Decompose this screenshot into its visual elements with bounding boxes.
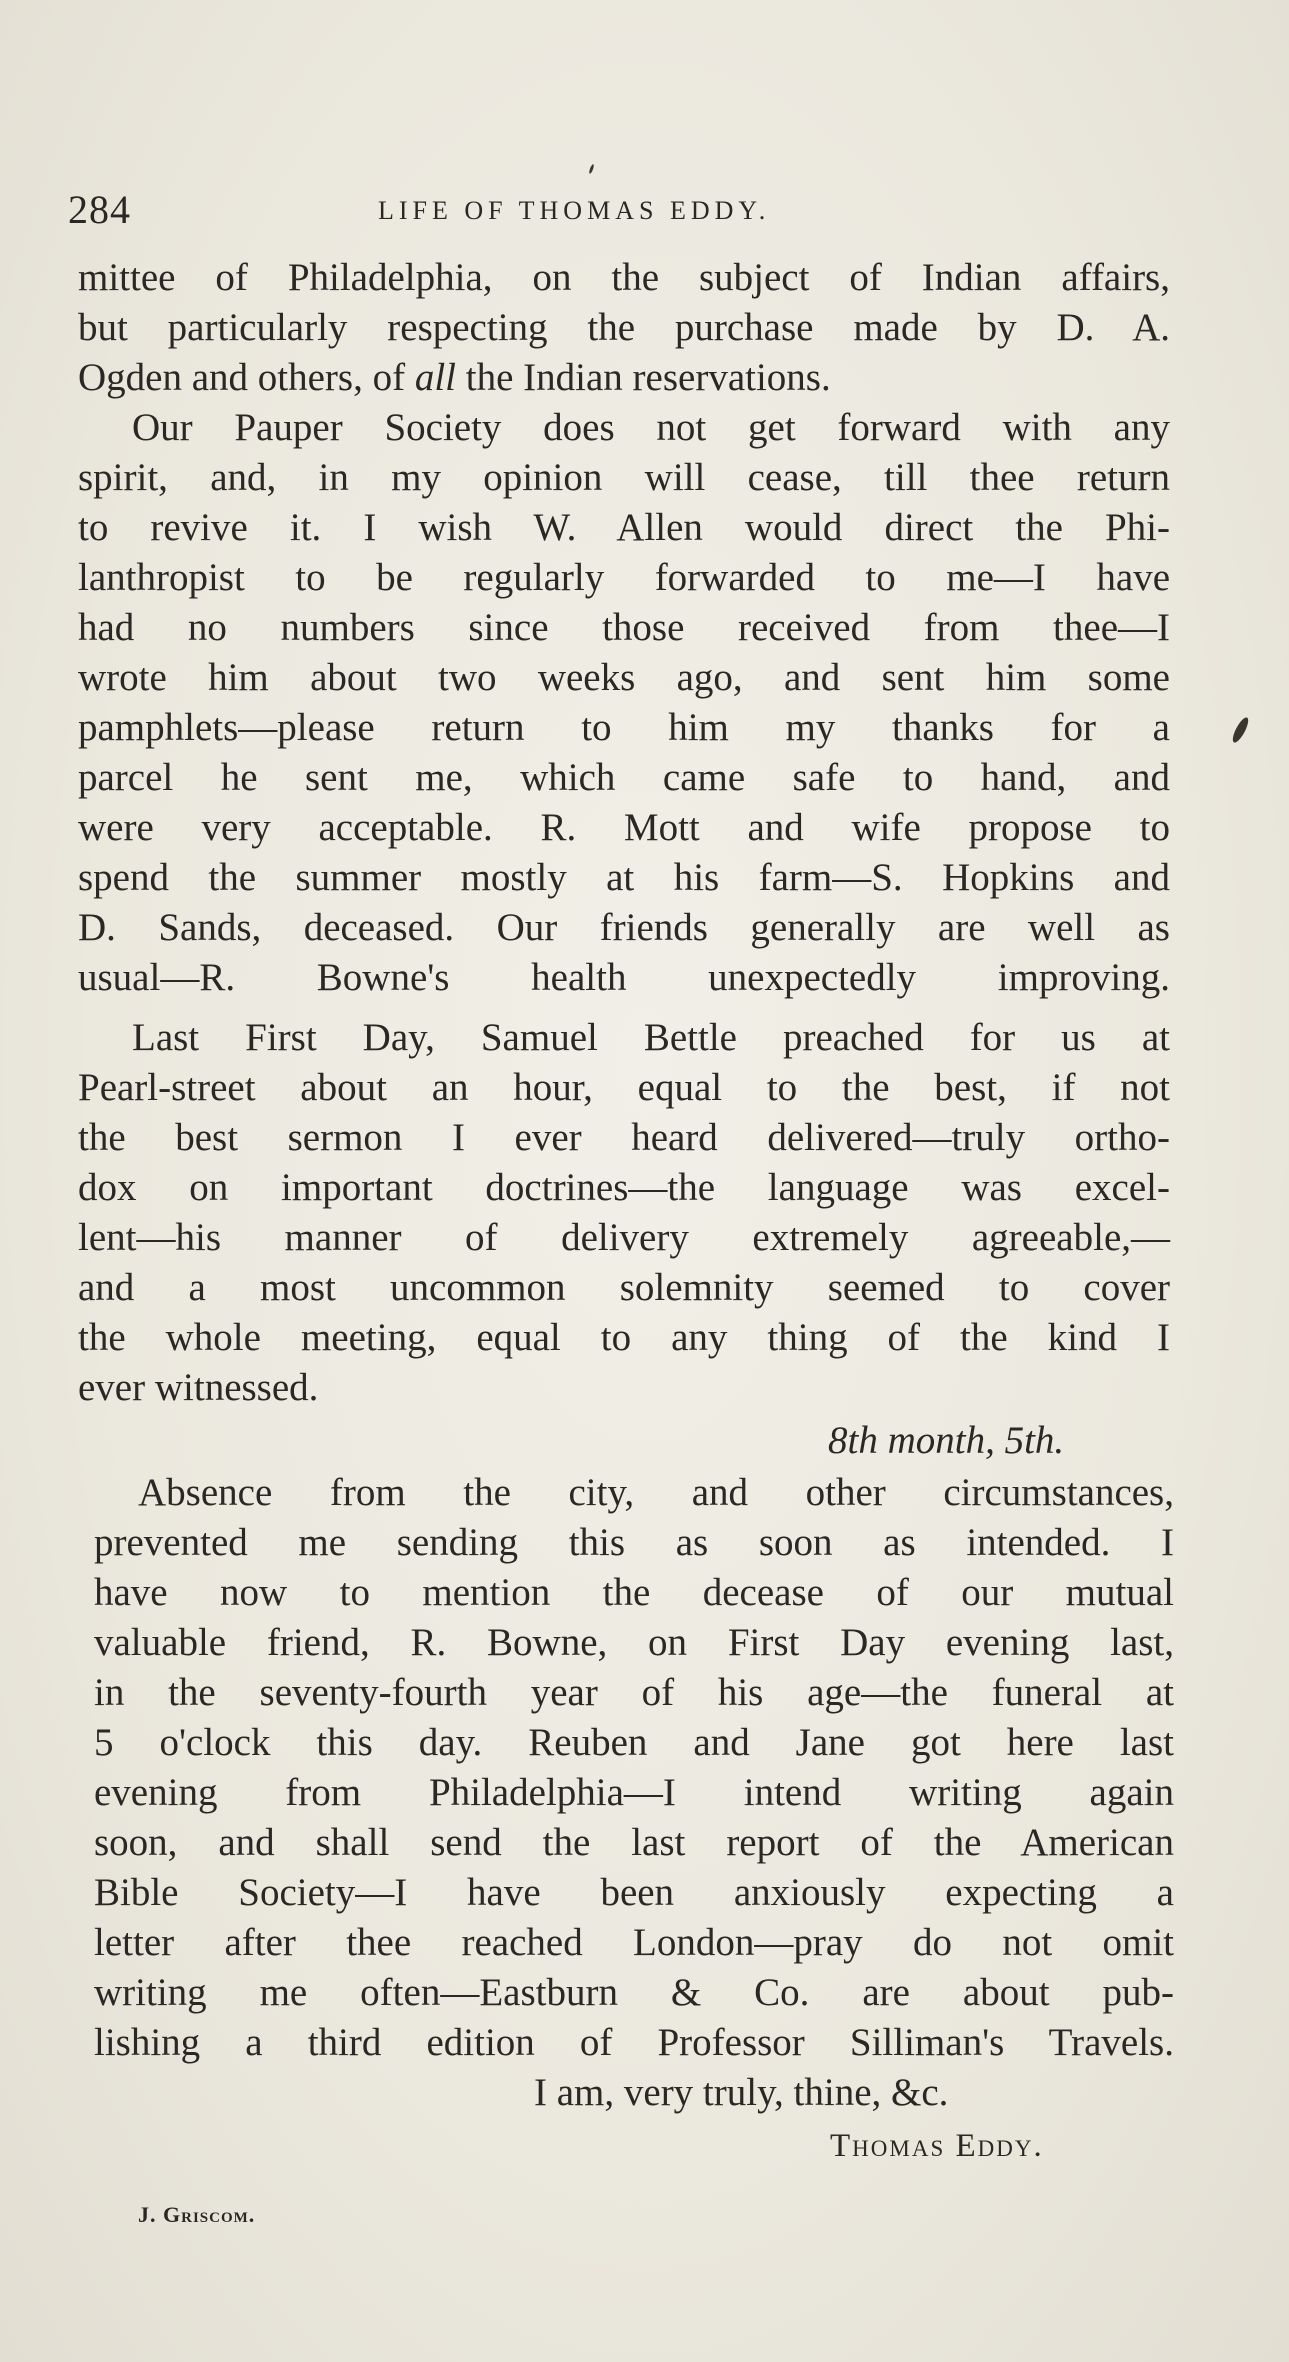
text-line: letter after thee reached London—pray do not omit <box>94 1921 1174 1964</box>
text-line: but particularly respecting the purchase made by D. A. <box>78 306 1170 349</box>
text-line: lishing a third edition of Professor Silliman's Travels. <box>94 2021 1174 2064</box>
text-line: to revive it. I wish W. Allen would direct the Phi- <box>78 506 1170 549</box>
text-line: and a most uncommon solemnity seemed to cover <box>78 1266 1170 1309</box>
ink-speck <box>588 164 594 174</box>
text-line: Bible Society—I have been anxiously expecting a <box>94 1871 1174 1914</box>
text-line: valuable friend, R. Bowne, on First Day evening last, <box>94 1621 1174 1664</box>
text-line: had no numbers since those received from thee—I <box>78 606 1170 649</box>
text-line: lent—his manner of delivery extremely agreeable,— <box>78 1216 1170 1259</box>
text-line: Absence from the city, and other circumstances, <box>138 1471 1174 1514</box>
closing-line: I am, very truly, thine, &c. <box>534 2071 949 2114</box>
text-line: pamphlets—please return to him my thanks for a <box>78 706 1170 749</box>
text-line: spend the summer mostly at his farm—S. Hopkins and <box>78 856 1170 899</box>
emphasis-all: all <box>414 356 457 399</box>
text-line: prevented me sending this as soon as intended. I <box>94 1521 1174 1564</box>
text-line: have now to mention the decease of our mutual <box>94 1571 1174 1614</box>
text-line: the best sermon I ever heard delivered—truly ortho- <box>78 1116 1170 1159</box>
addressee: J. Griscom. <box>138 2202 256 2227</box>
text-line: 5 o'clock this day. Reuben and Jane got here last <box>94 1721 1174 1764</box>
text-line: Ogden and others, of all the Indian reservations. <box>78 356 831 399</box>
running-head: LIFE OF THOMAS EDDY. <box>378 196 771 225</box>
text-line: wrote him about two weeks ago, and sent him some <box>78 656 1170 699</box>
text-line: Last First Day, Samuel Bettle preached for us at <box>132 1016 1170 1059</box>
text-line: Pearl-street about an hour, equal to the best, if not <box>78 1066 1170 1109</box>
signature: Thomas Eddy. <box>830 2128 1044 2164</box>
text-line: in the seventy-fourth year of his age—the funeral at <box>94 1671 1174 1714</box>
ink-speck <box>1230 716 1251 745</box>
page-number: 284 <box>68 187 131 232</box>
text-line: spirit, and, in my opinion will cease, till thee return <box>78 456 1170 499</box>
text-line: lanthropist to be regularly forwarded to me—I have <box>78 556 1170 599</box>
text-line: Our Pauper Society does not get forward with any <box>132 406 1170 449</box>
text-line: D. Sands, deceased. Our friends generally are well as <box>78 906 1170 949</box>
text-line: writing me often—Eastburn & Co. are about pub- <box>94 1971 1174 2014</box>
text-line: usual—R. Bowne's health unexpectedly improving. <box>78 956 1170 999</box>
text-line: ever witnessed. <box>78 1366 319 1409</box>
text-line: parcel he sent me, which came safe to hand, and <box>78 756 1170 799</box>
text-line: soon, and shall send the last report of the American <box>94 1821 1174 1864</box>
dateline: 8th month, 5th. <box>828 1419 1065 1462</box>
text-line: dox on important doctrines—the language was excel- <box>78 1166 1170 1209</box>
text-line: evening from Philadelphia—I intend writing again <box>94 1771 1174 1814</box>
text-line: mittee of Philadelphia, on the subject of Indian affairs, <box>78 256 1170 299</box>
text-line: the whole meeting, equal to any thing of the kind I <box>78 1316 1170 1359</box>
text-line: were very acceptable. R. Mott and wife propose to <box>78 806 1170 849</box>
